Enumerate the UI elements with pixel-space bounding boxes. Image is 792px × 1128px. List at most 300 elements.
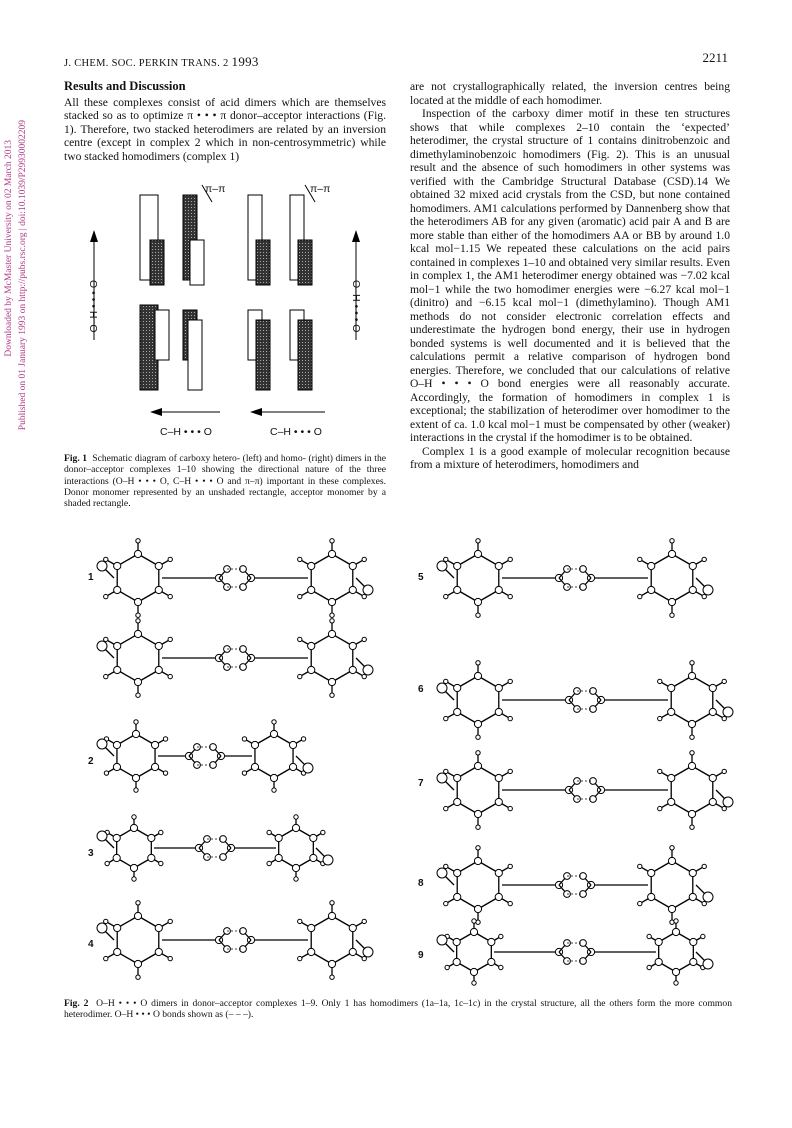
atom (155, 666, 162, 673)
atom (655, 958, 662, 965)
atom (310, 854, 317, 861)
atom (674, 981, 678, 985)
atom (688, 810, 695, 817)
atom (272, 788, 276, 792)
atom (163, 771, 167, 775)
atom (702, 594, 706, 598)
atom (508, 679, 512, 683)
atom (703, 585, 713, 595)
atom (114, 642, 121, 649)
atom (648, 562, 655, 569)
atom (168, 594, 172, 598)
atom (703, 892, 713, 902)
atom (136, 619, 140, 623)
atom (508, 716, 512, 720)
donor-rectangle (188, 320, 202, 390)
atom (321, 830, 325, 834)
atom (328, 630, 335, 637)
atom (308, 948, 315, 955)
atom (508, 901, 512, 905)
atom (330, 613, 334, 617)
atom (130, 864, 137, 871)
atom (298, 594, 302, 598)
atom (495, 586, 502, 593)
paragraph: All these complexes consist of acid dimers which are themselves stacked so as to optimize π • • • π donor–acceptor interactions (Fig. 1). Therefore, two stacked heterodimers are related by an inversion centre (except in complex 2 which in non-centrosymmetric) while two stacked homodimers (complex 1) (64, 95, 386, 163)
atom (113, 741, 120, 748)
atom (474, 762, 481, 769)
figure-2-caption (64, 998, 732, 1021)
journal-year: 1993 (231, 54, 259, 69)
atom (97, 831, 107, 841)
atom (508, 594, 512, 598)
atom (672, 928, 679, 935)
atom (670, 613, 674, 617)
atom (136, 539, 140, 543)
pi-pi-label: π–π (310, 183, 331, 195)
atom (114, 562, 121, 569)
atom (709, 684, 716, 691)
atom (134, 550, 141, 557)
atom (703, 959, 713, 969)
atom (134, 912, 141, 919)
atom (155, 924, 162, 931)
atom (148, 854, 155, 861)
figure-1-schematic (80, 180, 380, 440)
pi-pi-label: π–π (205, 183, 226, 195)
atom (275, 834, 282, 841)
atom (155, 948, 162, 955)
atom (97, 923, 107, 933)
atom (688, 762, 695, 769)
atom (104, 674, 108, 678)
atom (437, 561, 447, 571)
atom (363, 665, 373, 675)
atom (495, 774, 502, 781)
atom (303, 763, 313, 773)
oh-o-label: O–H • • • O (350, 280, 362, 333)
atom (648, 586, 655, 593)
atom (474, 672, 481, 679)
atom (330, 539, 334, 543)
arrowhead-icon (150, 408, 162, 416)
atom (349, 586, 356, 593)
atom (672, 968, 679, 975)
acceptor-rectangle (298, 320, 312, 390)
atom (668, 684, 675, 691)
donor-rectangle (190, 240, 204, 285)
atom (308, 562, 315, 569)
caption-lead: Fig. 2 (64, 998, 89, 1009)
atom (647, 965, 651, 969)
atom (155, 562, 162, 569)
atom (670, 539, 674, 543)
atom (113, 854, 120, 861)
atom (298, 956, 302, 960)
atom (722, 679, 726, 683)
atom (97, 561, 107, 571)
atom (104, 919, 108, 923)
atom (168, 919, 172, 923)
atom (289, 741, 296, 748)
atom (658, 716, 662, 720)
atom (251, 741, 258, 748)
atom (294, 815, 298, 819)
complex-label: 8 (418, 878, 424, 889)
atom (454, 684, 461, 691)
download-notice-line-1: Downloaded by McMaster University on 02 March 2013 (4, 140, 14, 357)
atom (454, 869, 461, 876)
atom (328, 598, 335, 605)
atom (104, 771, 108, 775)
atom (163, 737, 167, 741)
atom (267, 861, 271, 865)
atom (136, 613, 140, 617)
atom (151, 741, 158, 748)
atom (159, 861, 163, 865)
atom (508, 557, 512, 561)
atom (702, 557, 706, 561)
caption-text: Schematic diagram of carboxy hetero- (left) and homo- (right) dimers in the donor–acceptor complexes 1–10 showing the directional nature of the three interactions (O–H • • • O, C–H • • • O and π–π) important in these complexes. Donor monomer represented by an unshaded rectangle, acceptor monomer by a shaded rectangle. (64, 453, 386, 510)
atom (638, 594, 642, 598)
atom (437, 868, 447, 878)
donor-rectangle (155, 310, 169, 360)
atom (330, 975, 334, 979)
arrowhead-icon (250, 408, 262, 416)
atom (114, 586, 121, 593)
atom (647, 934, 651, 938)
atom (690, 958, 697, 965)
atom (690, 735, 694, 739)
atom (670, 846, 674, 850)
complex-label: 3 (88, 848, 94, 859)
atom (97, 641, 107, 651)
section-title: Results and Discussion (64, 79, 186, 93)
atom (723, 707, 733, 717)
atom (330, 693, 334, 697)
atom (362, 919, 366, 923)
atom (134, 678, 141, 685)
atom (298, 637, 302, 641)
atom (722, 806, 726, 810)
acceptor-rectangle (298, 240, 312, 285)
atom (444, 769, 448, 773)
atom (97, 739, 107, 749)
atom (323, 855, 333, 865)
atom (476, 846, 480, 850)
acceptor-rectangle (150, 240, 164, 285)
atom (308, 924, 315, 931)
atom (301, 737, 305, 741)
atom (638, 864, 642, 868)
atom (294, 877, 298, 881)
atom (292, 864, 299, 871)
atom (476, 661, 480, 665)
atom (310, 834, 317, 841)
atom (689, 893, 696, 900)
atom (104, 557, 108, 561)
atom (349, 642, 356, 649)
atom (709, 774, 716, 781)
acceptor-rectangle (256, 320, 270, 390)
atom (689, 586, 696, 593)
atom (454, 798, 461, 805)
atom (723, 797, 733, 807)
download-notice-line-2: Published on 01 January 1993 on http://pubs.rsc.org | doi:10.1039/P29930002209 (18, 120, 28, 431)
atom (709, 708, 716, 715)
atom (444, 901, 448, 905)
atom (275, 854, 282, 861)
atom (132, 815, 136, 819)
atom (668, 598, 675, 605)
atom (114, 924, 121, 931)
atom (134, 788, 138, 792)
atom (722, 769, 726, 773)
figure-1-caption (64, 453, 386, 509)
atom (155, 586, 162, 593)
atom (453, 938, 460, 945)
atom (168, 557, 172, 561)
atom (499, 934, 503, 938)
atom (658, 769, 662, 773)
complex-label: 4 (88, 939, 94, 950)
running-header (64, 54, 259, 70)
atom (454, 586, 461, 593)
figure-2-structures (0, 520, 792, 990)
atom (155, 642, 162, 649)
atom (688, 720, 695, 727)
caption-lead: Fig. 1 (64, 453, 88, 464)
atom (668, 774, 675, 781)
atom (668, 550, 675, 557)
atom (499, 965, 503, 969)
atom (328, 550, 335, 557)
atom (690, 751, 694, 755)
atom (308, 666, 315, 673)
left-column (64, 80, 386, 163)
atom (362, 557, 366, 561)
atom (454, 893, 461, 900)
atom (508, 864, 512, 868)
atom (136, 975, 140, 979)
atom (330, 901, 334, 905)
atom (474, 857, 481, 864)
atom (132, 774, 139, 781)
atom (476, 735, 480, 739)
atom (709, 798, 716, 805)
atom (362, 674, 366, 678)
ch-o-label: C–H • • • O (160, 426, 212, 438)
atom (472, 981, 476, 985)
atom (270, 730, 277, 737)
atom (132, 730, 139, 737)
atom (674, 919, 678, 923)
atom (472, 919, 476, 923)
atom (272, 720, 276, 724)
atom (168, 674, 172, 678)
atom (476, 825, 480, 829)
atom (453, 958, 460, 965)
atom (648, 893, 655, 900)
paragraph: Complex 1 is a good example of molecular recognition because from a mixture of heterodimers, homodimers and (410, 444, 730, 471)
atom (104, 956, 108, 960)
atom (476, 613, 480, 617)
complex-label: 5 (418, 572, 424, 583)
atom (444, 864, 448, 868)
atom (495, 562, 502, 569)
atom (134, 598, 141, 605)
atom (701, 934, 705, 938)
complex-label: 2 (88, 756, 94, 767)
atom (648, 869, 655, 876)
atom (104, 637, 108, 641)
atom (444, 679, 448, 683)
atom (444, 594, 448, 598)
complex-label: 9 (418, 950, 424, 961)
atom (148, 834, 155, 841)
atom (444, 716, 448, 720)
atom (242, 737, 246, 741)
atom (508, 806, 512, 810)
complex-label: 6 (418, 684, 424, 695)
atom (495, 708, 502, 715)
atom (444, 806, 448, 810)
atom (690, 938, 697, 945)
atom (134, 960, 141, 967)
complex-label: 1 (88, 572, 94, 583)
atom (113, 834, 120, 841)
atom (437, 773, 447, 783)
atom (363, 585, 373, 595)
atom (690, 661, 694, 665)
atom (113, 763, 120, 770)
atom (289, 763, 296, 770)
atom (668, 708, 675, 715)
atom (688, 672, 695, 679)
atom (330, 619, 334, 623)
atom (349, 666, 356, 673)
atom (130, 824, 137, 831)
atom (476, 751, 480, 755)
atom (362, 637, 366, 641)
atom (136, 693, 140, 697)
atom (495, 684, 502, 691)
atom (104, 594, 108, 598)
complex-label: 7 (418, 778, 424, 789)
paragraph: are not crystallographically related, the inversion centres being located at the middle of each homodimer. (410, 80, 730, 107)
atom (136, 901, 140, 905)
atom (668, 857, 675, 864)
paragraph: Inspection of the carboxy dimer motif in these ten structures shows that while complexes 2–10 contain the ‘expected’ heterodimer, the crystal structure of 1 contains dinitrobenzoic and dimethylaminobenzoic homodimers (Fig. 2). This is an unusual result and the absence of such homodimers in other systems was verified with the Cambridge Structural Database (CSD).14 We obtained 32 mixed acid crystals from the CSD, but none contained homodimers. AM1 calculations performed by Dannenberg show that the heterodimers AB for any given (aromatic) acid pair A and B are more stable than either of the homodimers AA or BB by around 1.0 kcal mol−1.15 We repeated these calculations on the acid pairs contained in complexes 1–10 and obtained very similar results. Even in complex 1, the AM1 heterodimer energy obtained was −7.02 kcal mol−1 while the two homodimer energies were −6.27 kcal mol−1 (dinitro) and −6.15 kcal mol−1 (dimethylamino). Though AM1 methods do not consider electronic correlation effects and underestimate the hydrogen bond energy, their use in hydrogen bonded systems is well documented and it is believed that the calculations permit a relative comparison of hydrogen bond energies. Therefore, we concluded that our calculations of relative O–H • • • O bond energies were all reasonably accurate. Accordingly, the formation of homodimers in complex 1 is exceptional; the stabilization of heterodimer over homodimer to the extent of ca. 1.0 kcal mol−1 must be compensated by other (weaker) interactions in the crystal if the homodimer is to be obtained. (410, 107, 730, 444)
journal-name: J. CHEM. SOC. PERKIN TRANS. 2 (64, 58, 229, 69)
atom (495, 869, 502, 876)
atom (508, 769, 512, 773)
atom (168, 956, 172, 960)
atom (105, 861, 109, 865)
atom (470, 968, 477, 975)
oh-o-label: O–H • • • O (88, 280, 100, 333)
atom (363, 947, 373, 957)
atom (114, 666, 121, 673)
atom (267, 830, 271, 834)
atom (689, 562, 696, 569)
atom (454, 708, 461, 715)
atom (362, 594, 366, 598)
atom (328, 678, 335, 685)
atom (270, 774, 277, 781)
atom (298, 674, 302, 678)
atom (474, 905, 481, 912)
atom (292, 824, 299, 831)
acceptor-rectangle (256, 240, 270, 285)
right-column (410, 80, 730, 472)
atom (308, 642, 315, 649)
atom (668, 905, 675, 912)
atom (168, 637, 172, 641)
atom (444, 557, 448, 561)
atom (488, 938, 495, 945)
atom (668, 798, 675, 805)
atom (474, 598, 481, 605)
atom (476, 539, 480, 543)
page-number: 2211 (702, 50, 728, 65)
atom (488, 958, 495, 965)
atom (349, 948, 356, 955)
atom (349, 562, 356, 569)
atom (349, 924, 356, 931)
atom (474, 810, 481, 817)
atom (362, 956, 366, 960)
atom (638, 557, 642, 561)
atom (328, 912, 335, 919)
atom (722, 716, 726, 720)
atom (151, 763, 158, 770)
atom (702, 864, 706, 868)
caption-text: O–H • • • O dimers in donor–acceptor complexes 1–9. Only 1 has homodimers (1a–1a, 1c–1c) in the crystal structure, all the others form the more common heterodimer. O–H • • • O bonds shown as (– – –). (64, 998, 732, 1021)
atom (114, 948, 121, 955)
atom (308, 586, 315, 593)
atom (474, 720, 481, 727)
atom (242, 771, 246, 775)
atom (132, 877, 136, 881)
atom (495, 798, 502, 805)
atom (689, 869, 696, 876)
atom (328, 960, 335, 967)
atom (690, 825, 694, 829)
arrowhead-icon (90, 230, 98, 242)
atom (658, 679, 662, 683)
atom (251, 763, 258, 770)
atom (134, 630, 141, 637)
atom (454, 774, 461, 781)
atom (298, 557, 302, 561)
atom (298, 919, 302, 923)
atom (159, 830, 163, 834)
atom (470, 928, 477, 935)
atom (495, 893, 502, 900)
atom (474, 550, 481, 557)
atom (702, 901, 706, 905)
ch-o-label: C–H • • • O (270, 426, 322, 438)
atom (454, 562, 461, 569)
arrowhead-icon (352, 230, 360, 242)
atom (658, 806, 662, 810)
atom (437, 683, 447, 693)
atom (638, 901, 642, 905)
atom (437, 935, 447, 945)
atom (134, 720, 138, 724)
atom (445, 965, 449, 969)
atom (655, 938, 662, 945)
